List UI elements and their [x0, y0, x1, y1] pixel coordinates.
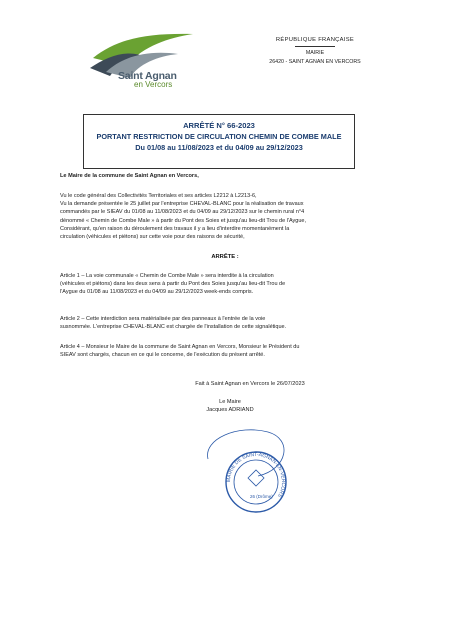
vu-line: commandés par le SIEAV du 01/08 au 11/08/2023 et du 04/09 au 29/12/2023 sur le chemin rural n°4: [60, 209, 305, 216]
signature-block: [180, 398, 280, 414]
article-2: [60, 315, 390, 331]
svg-text:MAIRIE DE SAINT-AGNAN-EN-VERCO: MAIRIE DE SAINT-AGNAN-EN-VERCORS: [225, 451, 287, 499]
title-box: [83, 114, 355, 169]
article-line: Article 4 – Monsieur le Maire de la commune de Saint Agnan en Vercors, Monsieur le Président du: [60, 344, 300, 350]
mairie-label: MAIRIE: [305, 50, 325, 56]
logo-name: Saint Agnan: [118, 70, 177, 82]
official-stamp-icon: [198, 414, 308, 524]
article-line: l'Aygue du 01/08 au 11/08/2023 et du 04/09 au 29/12/2023 week-ends compris.: [60, 289, 254, 296]
signatory-name: Jacques ADRIAND: [206, 407, 254, 413]
logo-wordmark: [118, 70, 198, 89]
republic-label: RÉPUBLIQUE FRANÇAISE: [275, 37, 355, 43]
signatory-role: Le Maire: [219, 399, 241, 405]
article-line: Article 2 – Cette interdiction sera matérialisée par des panneaux à l'entrée de la voie: [60, 316, 266, 322]
vu-line: circulation (véhicules et piétons) sur cette voie pour des raisons de sécurité,: [60, 234, 245, 241]
place-date: Fait à Saint Agnan en Vercors le 26/07/2023: [195, 381, 305, 387]
article-line: susnommée. L'entreprise CHEVAL-BLANC est chargée de l'installation de cette signalétique.: [60, 324, 287, 331]
vu-line: dénommé « Chemin de Combe Male » à partir du Pont des Soies et jusqu'au lieu-dit Trou de l'Aygue,: [60, 217, 306, 224]
article-line: SIEAV sont chargés, chacun en ce qui le concerne, de l'exécution du présent arrêté.: [60, 352, 265, 359]
article-line: Article 1 – La voie communale « Chemin de Combe Male » sera interdite à la circulation: [60, 273, 274, 279]
header-divider: [295, 46, 335, 47]
arrete-heading: ARRÊTE :: [211, 254, 239, 260]
article-1: [60, 272, 390, 297]
arrete-subject: PORTANT RESTRICTION DE CIRCULATION CHEMIN DE COMBE MALE: [96, 132, 342, 141]
arrete-dates: Du 01/08 au 11/08/2023 et du 04/09 au 29/12/2023: [135, 143, 303, 152]
svg-text:26 (Drôme): 26 (Drôme): [250, 494, 273, 499]
vu-line: Vu le code général des Collectivités Territoriales et ses articles L2212 à L2213-6,: [60, 193, 257, 199]
vu-line: Considérant, qu'en raison du déroulement des travaux il y a lieu d'interdire momentanément la: [60, 225, 290, 232]
intro-line: Le Maire de la commune de Saint Agnan en Vercors,: [60, 173, 199, 179]
header-administration: [240, 36, 390, 67]
vu-line: Vu la demande présentée le 25 juillet par l'entreprise CHEVAL-BLANC pour la réalisation de travaux: [60, 201, 304, 208]
article-4: [60, 343, 390, 359]
considerations-block: [60, 192, 390, 241]
logo-subtitle: en Vercors: [134, 80, 173, 89]
arrete-number: ARRÊTÉ N° 66-2023: [183, 121, 255, 130]
article-line: (véhicules et piétons) dans les deux sens à partir du Pont des Soies jusqu'au lieu-dit Trou de: [60, 281, 286, 288]
mairie-address: 26420 - SAINT AGNAN EN VERCORS: [269, 59, 361, 65]
